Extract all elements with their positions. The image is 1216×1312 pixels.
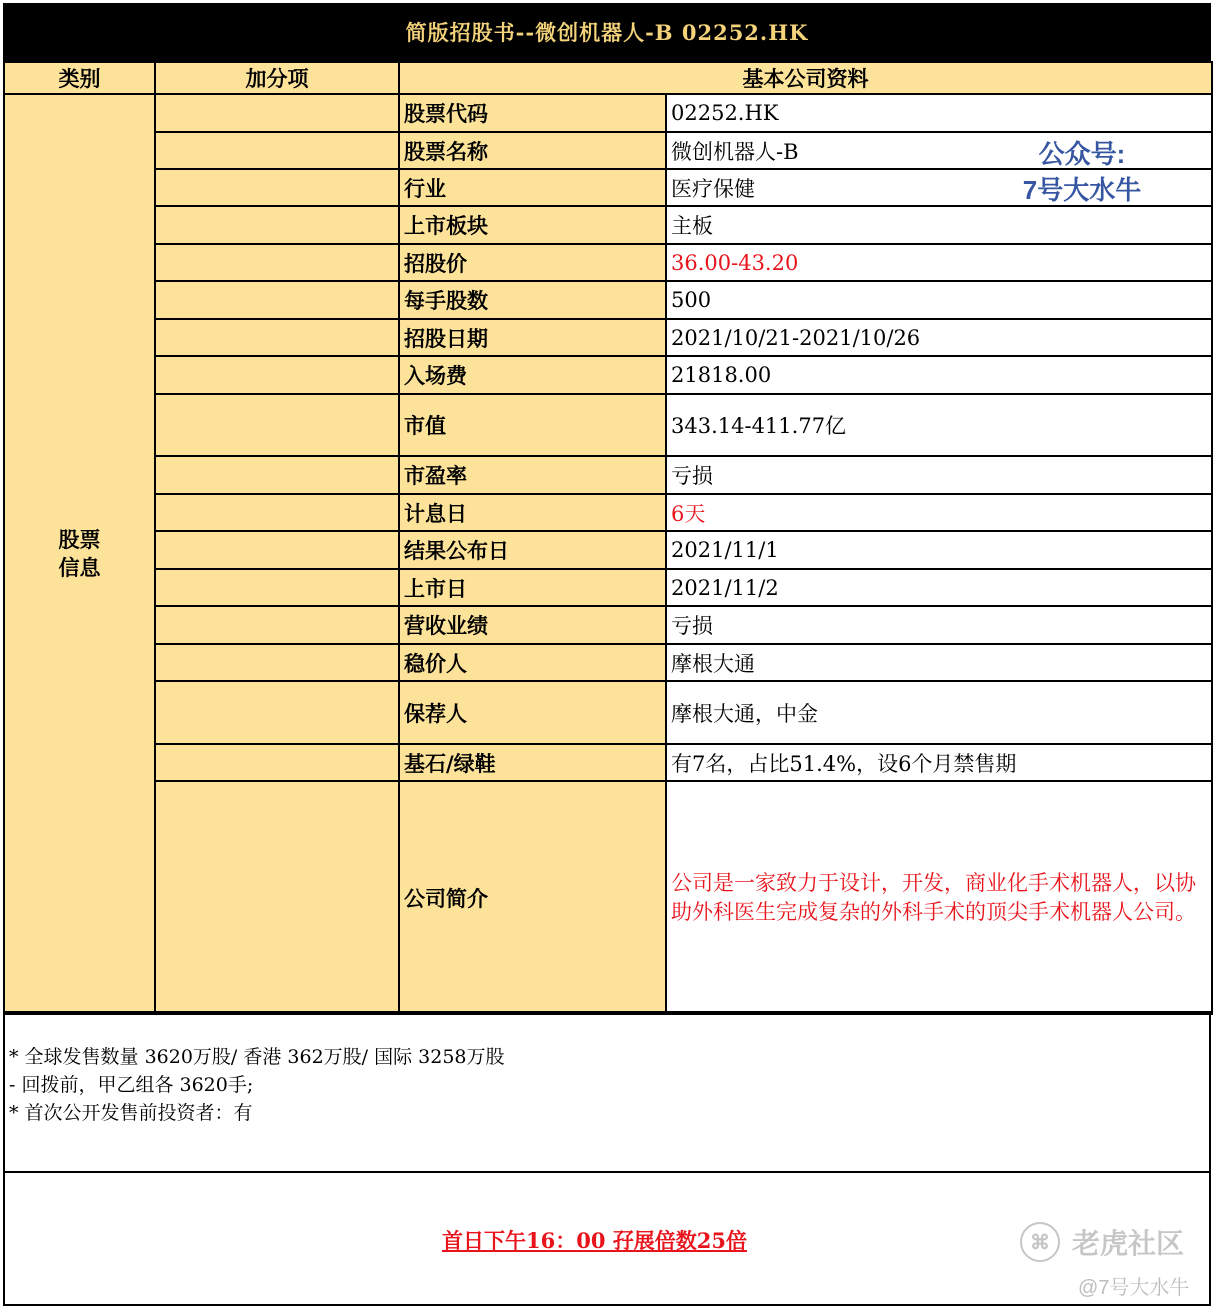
page-title: 简版招股书--微创机器人-B 02252.HK (3, 3, 1211, 61)
bonus-cell (155, 169, 399, 206)
handle-watermark: @7号大水牛 (1078, 1277, 1190, 1299)
margin-multiple-text: 首日下午16：00 孖展倍数25倍 (442, 1228, 747, 1253)
table-row (4, 681, 1212, 744)
bonus-cell (155, 244, 399, 281)
company-intro: 公司是一家致力于设计，开发，商业化手术机器人，以协助外科医生完成复杂的外科手术的顶尖手术机器人公司。 (666, 781, 1212, 1014)
bonus-cell (155, 569, 399, 606)
row-label: 招股日期 (399, 319, 666, 356)
row-value: 343.14-411.77亿 (666, 394, 1212, 456)
row-label: 招股价 (399, 244, 666, 281)
bonus-cell (155, 681, 399, 744)
header-row (4, 62, 1212, 94)
row-label: 上市日 (399, 569, 666, 606)
row-label: 稳价人 (399, 644, 666, 681)
row-label: 营收业绩 (399, 606, 666, 644)
bonus-cell (155, 356, 399, 394)
row-value: 6天 (666, 494, 1212, 531)
row-value: 500 (666, 281, 1212, 319)
header-bonus: 加分项 (155, 62, 399, 94)
table-row (4, 394, 1212, 456)
bonus-cell (155, 94, 399, 132)
row-value: 主板 (666, 206, 1212, 244)
bonus-cell (155, 606, 399, 644)
row-label: 上市板块 (399, 206, 666, 244)
note-line: * 首次公开发售前投资者：有 (9, 1102, 253, 1124)
bonus-cell (155, 394, 399, 456)
row-label: 行业 (399, 169, 666, 206)
row-value: 2021/11/1 (666, 531, 1212, 569)
note-line: * 全球发售数量 3620万股/ 香港 362万股/ 国际 3258万股 (9, 1046, 505, 1068)
row-value: 21818.00 (666, 356, 1212, 394)
table-row (4, 281, 1212, 319)
table-row (4, 319, 1212, 356)
table-row (4, 456, 1212, 494)
bonus-cell (155, 744, 399, 781)
row-value: 微创机器人-B (666, 132, 1212, 169)
row-label: 结果公布日 (399, 531, 666, 569)
notes-section (3, 1011, 1211, 1173)
header-basic-info: 基本公司资料 (399, 62, 1212, 94)
table-row (4, 244, 1212, 281)
row-value: 02252.HK (666, 94, 1212, 132)
row-label: 市值 (399, 394, 666, 456)
wechat-watermark: 公众号: 7号大水牛 (1022, 139, 1142, 205)
bonus-cell (155, 281, 399, 319)
row-label: 股票代码 (399, 94, 666, 132)
row-value: 亏损 (666, 456, 1212, 494)
row-label: 公司简介 (399, 781, 666, 1014)
header-category: 类别 (4, 62, 155, 94)
tiger-logo-icon: ⌘ (1020, 1222, 1060, 1262)
row-value: 2021/11/2 (666, 569, 1212, 606)
category-cell (4, 94, 155, 1014)
row-label: 股票名称 (399, 132, 666, 169)
table-row (4, 206, 1212, 244)
row-value: 36.00-43.20 (666, 244, 1212, 281)
table-row (4, 569, 1212, 606)
table-row (4, 356, 1212, 394)
note-line: - 回拨前，甲乙组各 3620手; (9, 1074, 254, 1096)
table-row (4, 531, 1212, 569)
row-value: 2021/10/21-2021/10/26 (666, 319, 1212, 356)
bonus-cell (155, 494, 399, 531)
row-value: 有7名，占比51.4%，设6个月禁售期 (666, 744, 1212, 781)
table-row (4, 744, 1212, 781)
bonus-cell (155, 206, 399, 244)
bonus-cell (155, 319, 399, 356)
row-label: 计息日 (399, 494, 666, 531)
bonus-cell (155, 644, 399, 681)
row-label: 市盈率 (399, 456, 666, 494)
table-row (4, 494, 1212, 531)
row-label: 入场费 (399, 356, 666, 394)
table-row (4, 94, 1212, 132)
brand-watermark: ⌘ 老虎社区 (1020, 1222, 1184, 1262)
bonus-cell (155, 781, 399, 1014)
row-label: 每手股数 (399, 281, 666, 319)
bonus-cell (155, 456, 399, 494)
row-value: 亏损 (666, 606, 1212, 644)
table-row (4, 606, 1212, 644)
table-row (4, 644, 1212, 681)
row-value: 摩根大通 (666, 644, 1212, 681)
row-label: 基石/绿鞋 (399, 744, 666, 781)
row-label: 保荐人 (399, 681, 666, 744)
bonus-cell (155, 132, 399, 169)
row-value: 摩根大通，中金 (666, 681, 1212, 744)
category-label: 股票信息 (58, 527, 101, 580)
table-row (4, 781, 1212, 1014)
row-value: 医疗保健 (666, 169, 1212, 206)
bonus-cell (155, 531, 399, 569)
